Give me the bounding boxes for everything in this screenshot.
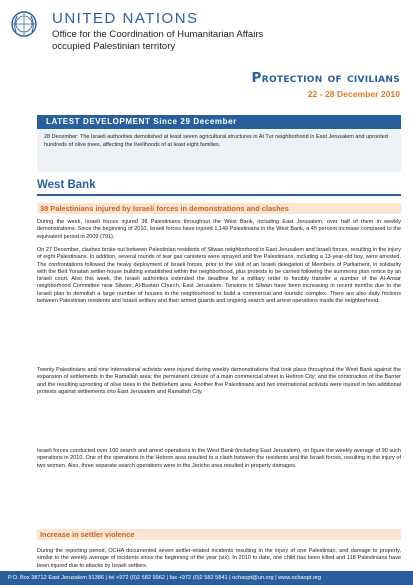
subheading-settler-violence: Increase in settler violence <box>37 529 401 540</box>
west-bank-section <box>37 178 401 196</box>
footer-contact: P.O. Box 38712 East Jerusalem 91386 | tel +972 (0)2 582 9962 | fax +972 (0)2 582 5841 | ochaopt@un.org | www.ochaopt.org <box>0 571 413 585</box>
paragraph: On 27 December, clashes broke out between Palestinian residents of Silwan neighborhood in East Jerusalem and Israeli forces, resulting in the injury of eight Palestinians. In addition, several rounds of tear gas canisters were sprayed and five Palestinians, including a 13-year-old boy, were arrested. The confrontations followed the heavy deployment of Israeli forces, prior to the visit of an Israeli delegation of Members of Parliament, in solidarity with the Beit Yonatan settler-house building established within the neighborhood, plus protests to be carried following the summons plan notice by an Israeli court. Also this week, the Israeli authorities extended the deadline for a military order to forcibly transfer a number of the Al-Ansar neighborhood Committee near Silwan, Al-Bustan Church, East Jerusalem. Tensions in Silwan have been increasing in recent months due to the Israeli plan to demolish a large number of houses in the neighborhood to build a commercial and touristic complex. There are also daily frictions between Palestinian residents and Israeli settlers and their armed guards and ongoing search and arrest operations inside the neighborhood. <box>37 247 401 305</box>
document-header <box>0 0 413 99</box>
subheading-injuries: 38 Palestinians injured by Israeli forces in demonstrations and clashes <box>37 203 401 214</box>
latest-development-heading: LATEST DEVELOPMENT Since 29 December <box>37 115 401 129</box>
page-title: Protection of civilians <box>251 70 400 86</box>
org-name: UNITED NATIONS <box>52 10 199 27</box>
section-divider <box>37 194 401 196</box>
un-emblem-icon <box>10 10 38 38</box>
paragraph: Israeli forces conducted over 100 search and arrest operations in the West Bank (including East Jerusalem), on figure the weekly average of 90 such operations in 2010. One of the operations in the Hebron area resulted to a clash between the residents and the Israeli forces, resulting in the injury of two women. Also, three separate search operations were in the Jericho area resulted in property damages. <box>37 448 401 469</box>
paragraph: Twenty Palestinians and nine international activists were injured during weekly demonstrations that took place throughout the West Bank against the expansion of settlements in the Ramallah area; the permanent closure of a main commercial street in Hebron City; and the construction of the Barrier and the resulting uprooting of olive trees in the Bethlehem area. Another five Palestinians and two international activists were injured in two additional protests against settlements into East Jerusalem and Ramallah City. <box>37 367 401 395</box>
date-range: 22 - 28 December 2010 <box>307 89 400 99</box>
territory-name: occupied Palestinian territory <box>52 41 176 52</box>
title-block <box>218 70 400 100</box>
paragraph: During the reporting period, OCHA documented seven settler-related incidents resulting in the injury of one Palestinian, and damage to property, similar to the weekly average of incidents since the beginning of the year (six). In 2010 to date, one child has been killed and 118 Palestinians have been injured due to attacks by Israeli settlers. <box>37 548 401 569</box>
paragraph: During the week, Israeli forces injured 38 Palestinians throughout the West Bank, including East Jerusalem, over half of them in weekly demonstrations. Since the beginning of 2010, Israeli forces have injured 1,149 Palestinians in the West Bank, a 45 percent increase compared to the equivalent period in 2009 (791). <box>37 219 401 240</box>
office-name: Office for the Coordination of Humanitarian Affairs <box>52 29 264 40</box>
latest-development-text: 28 December: The Israeli authorities demolished at least seven agricultural structures in At Tur neighborhood in East Jerusalem and uprooted hundreds of olive trees, affecting the livelihoods of at least eight families. <box>37 129 401 172</box>
section-heading: West Bank <box>37 179 96 191</box>
